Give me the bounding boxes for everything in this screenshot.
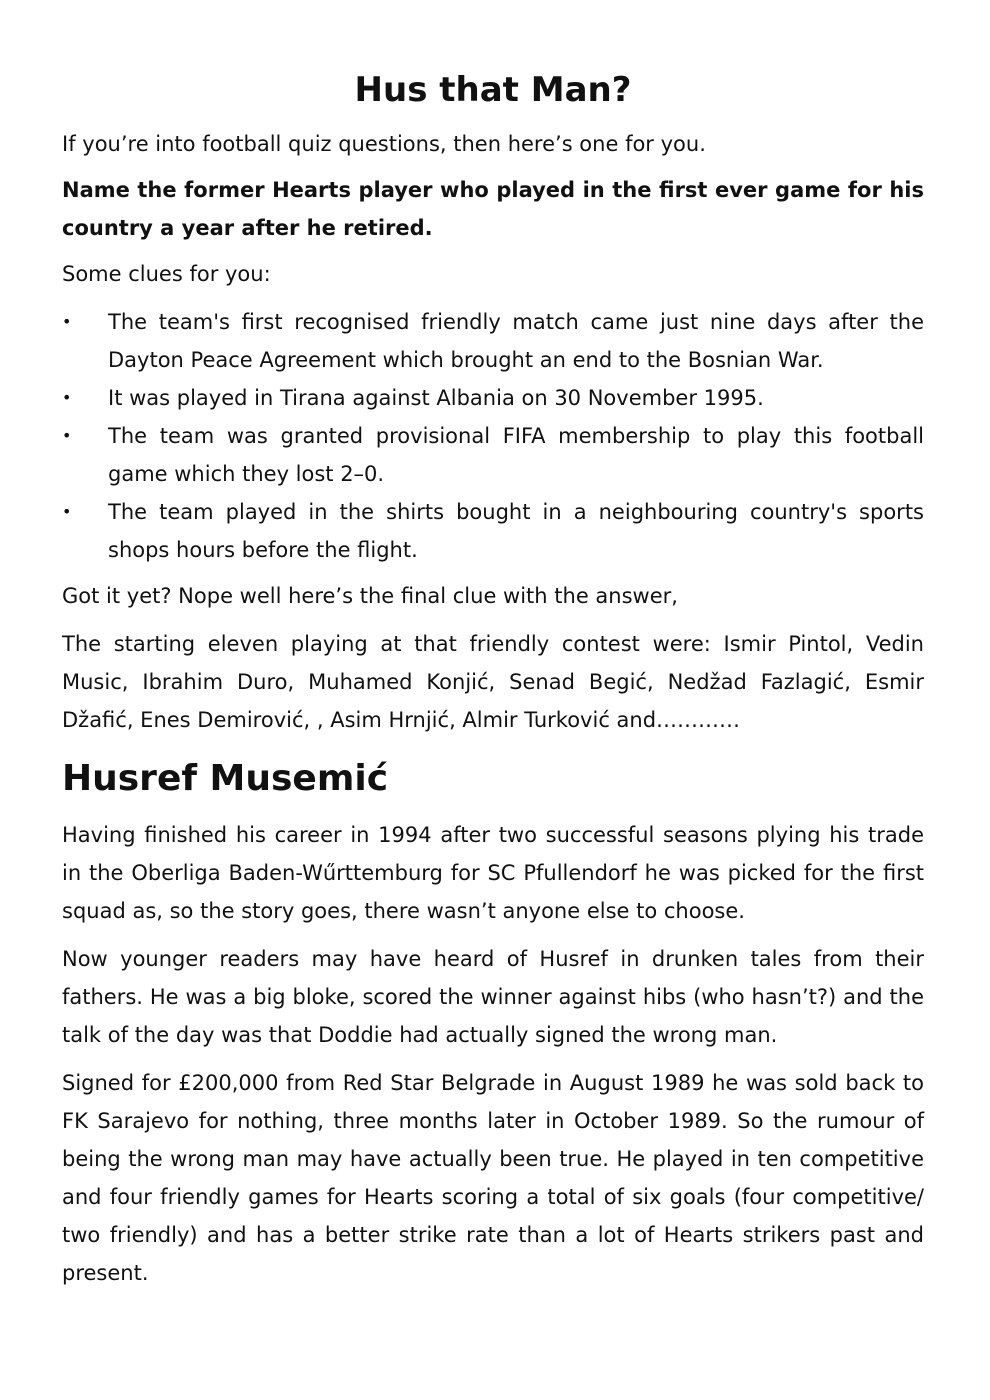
starting-eleven-paragraph: The starting eleven playing at that friendly contest were: Ismir Pintol, Vedin Music, Ibrahim Duro, Muhamed Konjić, Senad Begić, Nedžad Fazlagić, Esmir Džafić, Enes Demirović, , Asim Hrnjić, Almir Turković and………… (62, 631, 924, 732)
clue-text: The team's first recognised friendly match came just nine days after the Dayton Peace Agreement which brought an end to the Bosnian War. (108, 309, 924, 372)
clues-intro: Some clues for you: (62, 261, 271, 286)
body-paragraph: Signed for £200,000 from Red Star Belgrade in August 1989 he was sold back to FK Sarajevo for nothing, three months later in October 1989. So the rumour of being the wrong man may have actually been true. He played in ten competitive and four friendly games for Hearts scoring a total of six goals (four competitive/ two friendly) and has a better strike rate than a lot of Hearts strikers past and present. (62, 1070, 924, 1285)
bullet-icon: • (62, 425, 72, 445)
clue-text: The team was granted provisional FIFA membership to play this football game which they lost 2–0. (108, 423, 924, 486)
page-title: Hus that Man? (354, 70, 632, 110)
quiz-question: Name the former Hearts player who played in the first ever game for his country a year after he retired. (62, 177, 924, 240)
clue-list (62, 303, 924, 569)
bullet-icon: • (62, 501, 72, 521)
clue-item (62, 379, 924, 417)
clue-item (62, 493, 924, 569)
clue-text: It was played in Tirana against Albania on 30 November 1995. (108, 385, 764, 410)
intro-paragraph: If you’re into football quiz questions, then here’s one for you. (62, 131, 706, 156)
body-paragraph: Having finished his career in 1994 after two successful seasons plying his trade in the Oberliga Baden-Wűrttemburg for SC Pfullendorf he was picked for the first squad as, so the story goes, there wasn’t anyone else to choose. (62, 822, 924, 923)
clue-item (62, 303, 924, 379)
clue-item (62, 417, 924, 493)
body-paragraph: Now younger readers may have heard of Husref in drunken tales from their fathers. He was a big bloke, scored the winner against hibs (who hasn’t?) and the talk of the day was that Doddie had actually signed the wrong man. (62, 946, 924, 1047)
answer-heading: Husref Musemić (62, 757, 389, 799)
bullet-icon: • (62, 311, 72, 331)
bullet-icon: • (62, 387, 72, 407)
clue-text: The team played in the shirts bought in a neighbouring country's sports shops hours before the flight. (108, 499, 924, 562)
got-it-paragraph: Got it yet? Nope well here’s the final clue with the answer, (62, 583, 678, 608)
